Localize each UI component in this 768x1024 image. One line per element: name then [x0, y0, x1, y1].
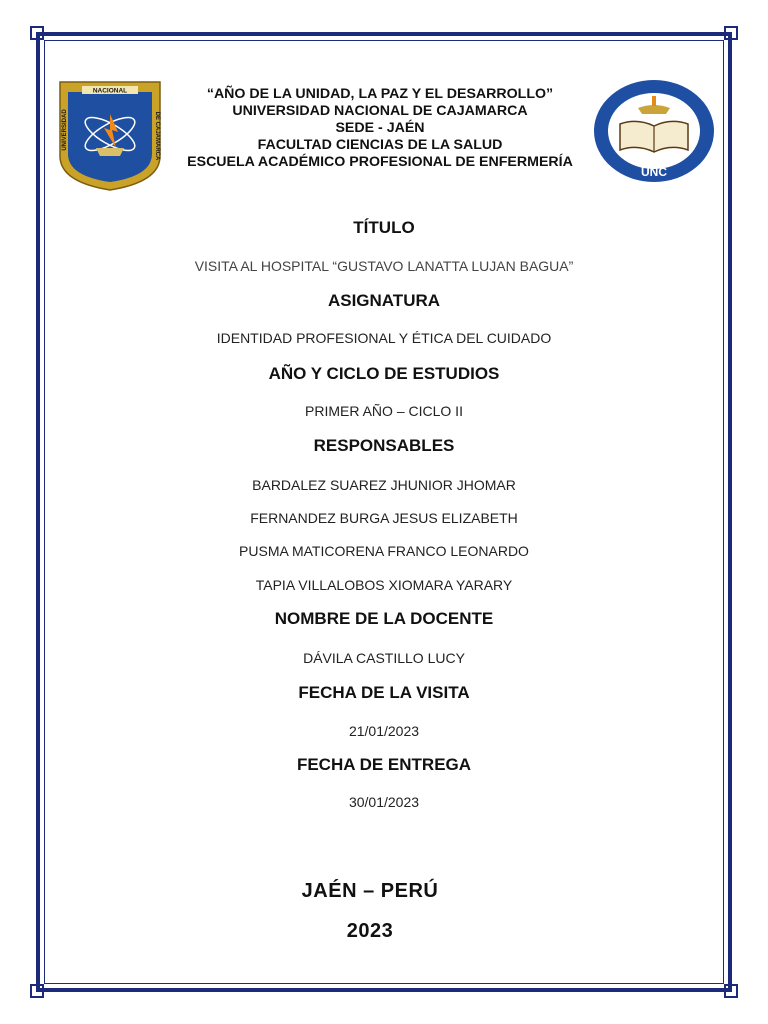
responsable-name: TAPIA VILLALOBOS XIOMARA YARARY	[255, 577, 513, 593]
title-value: VISITA AL HOSPITAL “GUSTAVO LANATTA LUJAN BAGUA”	[194, 258, 574, 274]
university-shield-icon	[58, 78, 162, 192]
border-corner-ornament	[724, 26, 738, 40]
responsable-name: FERNANDEZ BURGA JESUS ELIZABETH	[250, 510, 518, 526]
delivery-date-value: 30/01/2023	[348, 794, 420, 810]
responsables-heading: RESPONSABLES	[313, 436, 455, 455]
title-heading: TÍTULO	[353, 218, 415, 237]
location-footer: JAÉN – PERÚ	[301, 880, 439, 902]
visit-date-value: 21/01/2023	[348, 723, 420, 739]
nursing-school-seal-icon	[592, 78, 716, 184]
campus-name: SEDE - JAÉN	[335, 120, 425, 136]
university-name: UNIVERSIDAD NACIONAL DE CAJAMARCA	[232, 103, 528, 119]
border-corner-ornament	[30, 984, 44, 998]
delivery-date-heading: FECHA DE ENTREGA	[296, 755, 472, 774]
visit-date-heading: FECHA DE LA VISITA	[298, 683, 470, 702]
docente-heading: NOMBRE DE LA DOCENTE	[274, 609, 494, 628]
year-cycle-value: PRIMER AÑO – CICLO II	[305, 403, 463, 419]
subject-value: IDENTIDAD PROFESIONAL Y ÉTICA DEL CUIDADO	[216, 330, 552, 346]
year-motto: “AÑO DE LA UNIDAD, LA PAZ Y EL DESARROLLO”	[206, 86, 554, 102]
svg-text:UNIVERSIDAD: UNIVERSIDAD	[62, 109, 68, 151]
svg-text:DE CAJAMARCA: DE CAJAMARCA	[154, 111, 160, 161]
border-corner-ornament	[724, 984, 738, 998]
faculty-name: FACULTAD CIENCIAS DE LA SALUD	[257, 137, 503, 153]
docente-value: DÁVILA CASTILLO LUCY	[303, 650, 465, 666]
responsable-name: PUSMA MATICORENA FRANCO LEONARDO	[239, 543, 529, 559]
responsable-name: BARDALEZ SUAREZ JHUNIOR JHOMAR	[252, 477, 516, 493]
svg-text:NACIONAL: NACIONAL	[92, 87, 128, 95]
year-footer: 2023	[346, 920, 394, 942]
year-cycle-heading: AÑO Y CICLO DE ESTUDIOS	[268, 364, 500, 383]
subject-heading: ASIGNATURA	[327, 291, 441, 310]
border-corner-ornament	[30, 26, 44, 40]
document-header	[160, 86, 600, 171]
school-name: ESCUELA ACADÉMICO PROFESIONAL DE ENFERMERÍA	[187, 154, 573, 170]
svg-text:UNC: UNC	[641, 165, 667, 179]
